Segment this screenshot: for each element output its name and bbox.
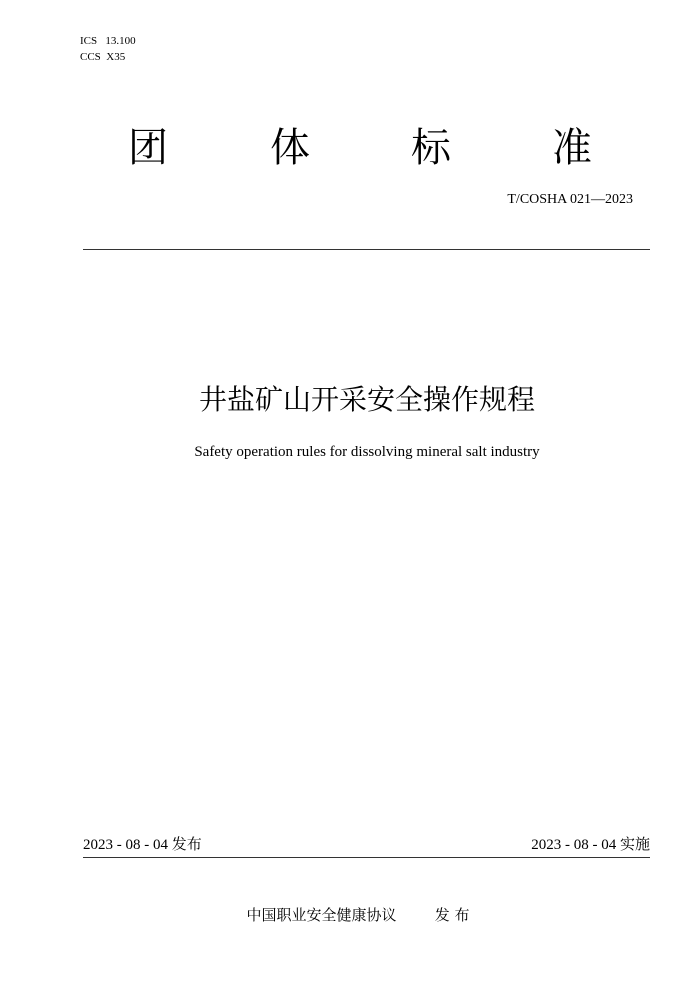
publish-action: 发 布 [434,906,470,924]
publish-date-value: 2023 - 08 - 04 [83,837,172,853]
standard-type-char: 标 [411,125,451,171]
footer-divider [83,857,650,858]
implement-date [531,834,650,855]
publish-date [83,834,202,855]
publisher-line [0,904,700,926]
standard-type-char: 准 [552,125,592,171]
implement-date-value: 2023 - 08 - 04 [531,837,620,853]
standard-number: T/COSHA 021—2023 [507,192,633,207]
header-divider [83,249,650,250]
publisher-name: 中国职业安全健康协议 [246,906,397,924]
standard-type-char: 团 [128,125,168,171]
document-title-english: Safety operation rules for dissolving mineral salt industry [194,444,540,460]
ccs-code: CCS X35 [80,51,126,63]
implement-label: 实施 [619,835,650,853]
document-title-chinese: 井盐矿山开采安全操作规程 [198,383,535,416]
publish-label: 发布 [171,835,202,853]
standard-type-char: 体 [270,125,310,171]
ics-code: ICS 13.100 [80,35,136,47]
